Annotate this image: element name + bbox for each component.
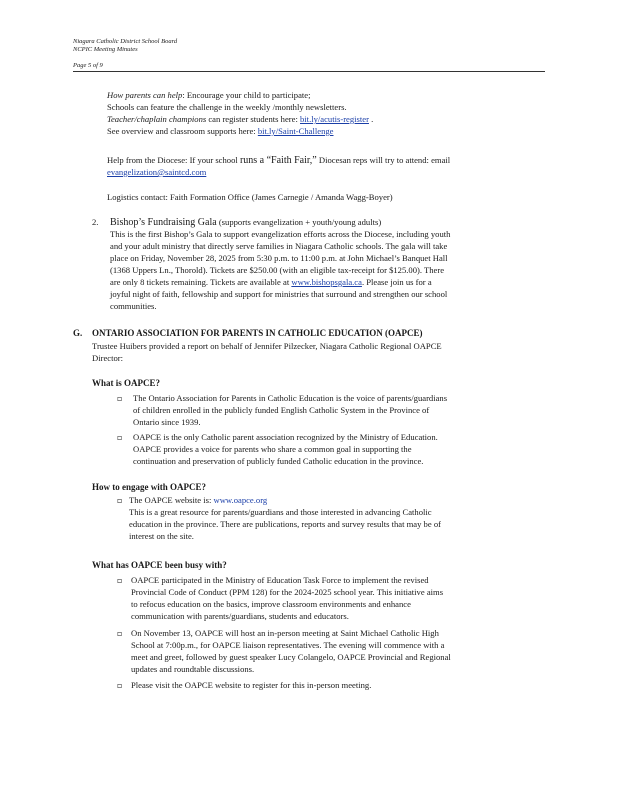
engage-b1-l1 — [129, 495, 267, 507]
faith-fair-post: Diocesan reps will try to attend: email — [316, 155, 451, 165]
what-is-b1-l3: Ontario since 1939. — [133, 417, 201, 427]
faith-fair-line-1 — [107, 155, 450, 167]
section-g-letter: G. — [73, 328, 83, 338]
section-g-intro-1: Trustee Huibers provided a report on behalf of Jennifer Pilzecker, Niagara Catholic Regional OAPCE — [92, 341, 442, 351]
busy-b2-l4: updates and roundtable discussions. — [131, 664, 255, 674]
section-g-title: ONTARIO ASSOCIATION FOR PARENTS IN CATHOLIC EDUCATION (OAPCE) — [92, 328, 423, 338]
header-page-number: Page 5 of 9 — [73, 62, 103, 69]
bullet-square-icon: ▫ — [117, 681, 123, 690]
gala-line-5 — [110, 277, 432, 289]
champions-lead: Teacher/chaplain champions — [107, 114, 207, 124]
busy-b1-l2: Provincial Code of Conduct (PPM 128) for the 2024-2025 school year. This initiative aims — [131, 587, 444, 597]
overview-text: See overview and classroom supports here: — [107, 126, 258, 136]
faith-fair-bold: runs a “Faith Fair,” — [239, 155, 317, 166]
register-link[interactable]: bit.ly/acutis-register — [300, 114, 369, 124]
bullet-square-icon: ▫ — [117, 629, 123, 638]
gala-line-5-text: are only 8 tickets remaining. Tickets are available at — [110, 277, 292, 287]
busy-b1-l4: communication with parents/guardians, students and educators. — [131, 611, 349, 621]
bullet-square-icon: ▫ — [117, 496, 123, 505]
gala-line-4: (1368 Uppers Ln., Thorold). Tickets are $250.00 (with an eligible tax-receipt for $125.00). There — [110, 265, 445, 275]
evangelization-email-link[interactable]: evangelization@saintcd.com — [107, 167, 207, 177]
engage-website-text: The OAPCE website is: — [129, 495, 214, 505]
help-line-1 — [107, 90, 311, 102]
what-is-b2-l3: continuation and preservation of publicly funded Catholic education in the province. — [133, 456, 424, 466]
header-board-name: Niagara Catholic District School Board — [73, 38, 178, 45]
engage-b1-l3: education in the province. There are publications, reports and survey results that may be of — [129, 519, 441, 529]
oapce-website-link[interactable]: www.oapce.org — [213, 495, 268, 505]
header-divider — [73, 71, 545, 72]
help-line-3 — [107, 114, 373, 126]
faith-fair-pre: Help from the Diocese: If your school — [107, 155, 240, 165]
section-g-intro-2: Director: — [92, 353, 124, 363]
gala-link[interactable]: www.bishopsgala.ca — [291, 277, 362, 287]
busy-b2-l3: meet and greet, followed by guest speaker Lucy Colangelo, OAPCE Provincial and Regional — [131, 652, 451, 662]
header-meeting-minutes: NCPIC Meeting Minutes — [73, 46, 138, 53]
register-text: can register students here: — [206, 114, 300, 124]
gala-line-7: communities. — [110, 301, 157, 311]
item-2-number: 2. — [92, 217, 99, 227]
engage-b1-l2: This is a great resource for parents/guardians and those interested in advancing Catholic — [129, 507, 432, 517]
help-line-2: Schools can feature the challenge in the weekly /monthly newsletters. — [107, 102, 347, 112]
logistics-contact: Logistics contact: Faith Formation Office (James Carnegie / Amanda Wagg-Boyer) — [107, 192, 393, 202]
help-line-4 — [107, 126, 334, 138]
gala-line-1: This is the first Bishop’s Gala to support evangelization efforts across the Diocese, including youth — [110, 229, 451, 239]
help-rest: : Encourage your child to participate; — [182, 90, 311, 100]
what-is-b2-l2: OAPCE provides a voice for parents who share a common goal in supporting the — [133, 444, 412, 454]
busy-b1-l3: to refocus education on the basics, improve classroom environments and enhance — [131, 599, 411, 609]
gala-line-2: and your adult ministry that directly serve families in Niagara Catholic schools. The gala will take — [110, 241, 448, 251]
help-lead: How parents can help — [107, 90, 183, 100]
bullet-square-icon: ▫ — [117, 576, 123, 585]
busy-b1-l1: OAPCE participated in the Ministry of Education Task Force to implement the revised — [131, 575, 429, 585]
busy-heading: What has OAPCE been busy with? — [92, 560, 227, 570]
busy-b2-l1: On November 13, OAPCE will host an in-person meeting at Saint Michael Catholic High — [131, 628, 439, 638]
gala-title: Bishop’s Fundraising Gala — [110, 217, 217, 228]
what-is-b1-l1: The Ontario Association for Parents in Catholic Education is the voice of parents/guardians — [133, 393, 448, 403]
gala-line-3: place on Friday, November 28, 2025 from 5:30 p.m. to 11:00 p.m. at John Michael’s Banquet Hall — [110, 253, 448, 263]
overview-link[interactable]: bit.ly/Saint-Challenge — [257, 126, 334, 136]
bullet-square-icon: ▫ — [117, 394, 123, 403]
what-is-b2-l1: OAPCE is the only Catholic parent association recognized by the Ministry of Education. — [133, 432, 438, 442]
bullet-square-icon: ▫ — [117, 433, 123, 442]
gala-title-rest: (supports evangelization + youth/young adults) — [216, 217, 382, 227]
register-end: . — [368, 114, 374, 124]
item-2-heading — [110, 217, 381, 229]
busy-b2-l2: School at 7:00p.m., for OAPCE liaison representatives. The evening will commence with a — [131, 640, 445, 650]
what-is-heading: What is OAPCE? — [92, 378, 161, 388]
engage-heading: How to engage with OAPCE? — [92, 482, 206, 492]
busy-b3: Please visit the OAPCE website to register for this in-person meeting. — [131, 680, 372, 690]
gala-line-6: joyful night of faith, fellowship and support for ministries that surround and strengthen our school — [110, 289, 448, 299]
what-is-b1-l2: of children enrolled in the publicly funded English Catholic System in the Province of — [133, 405, 430, 415]
gala-after-link: . Please join us for a — [361, 277, 432, 287]
engage-b1-l4: interest on the site. — [129, 531, 194, 541]
